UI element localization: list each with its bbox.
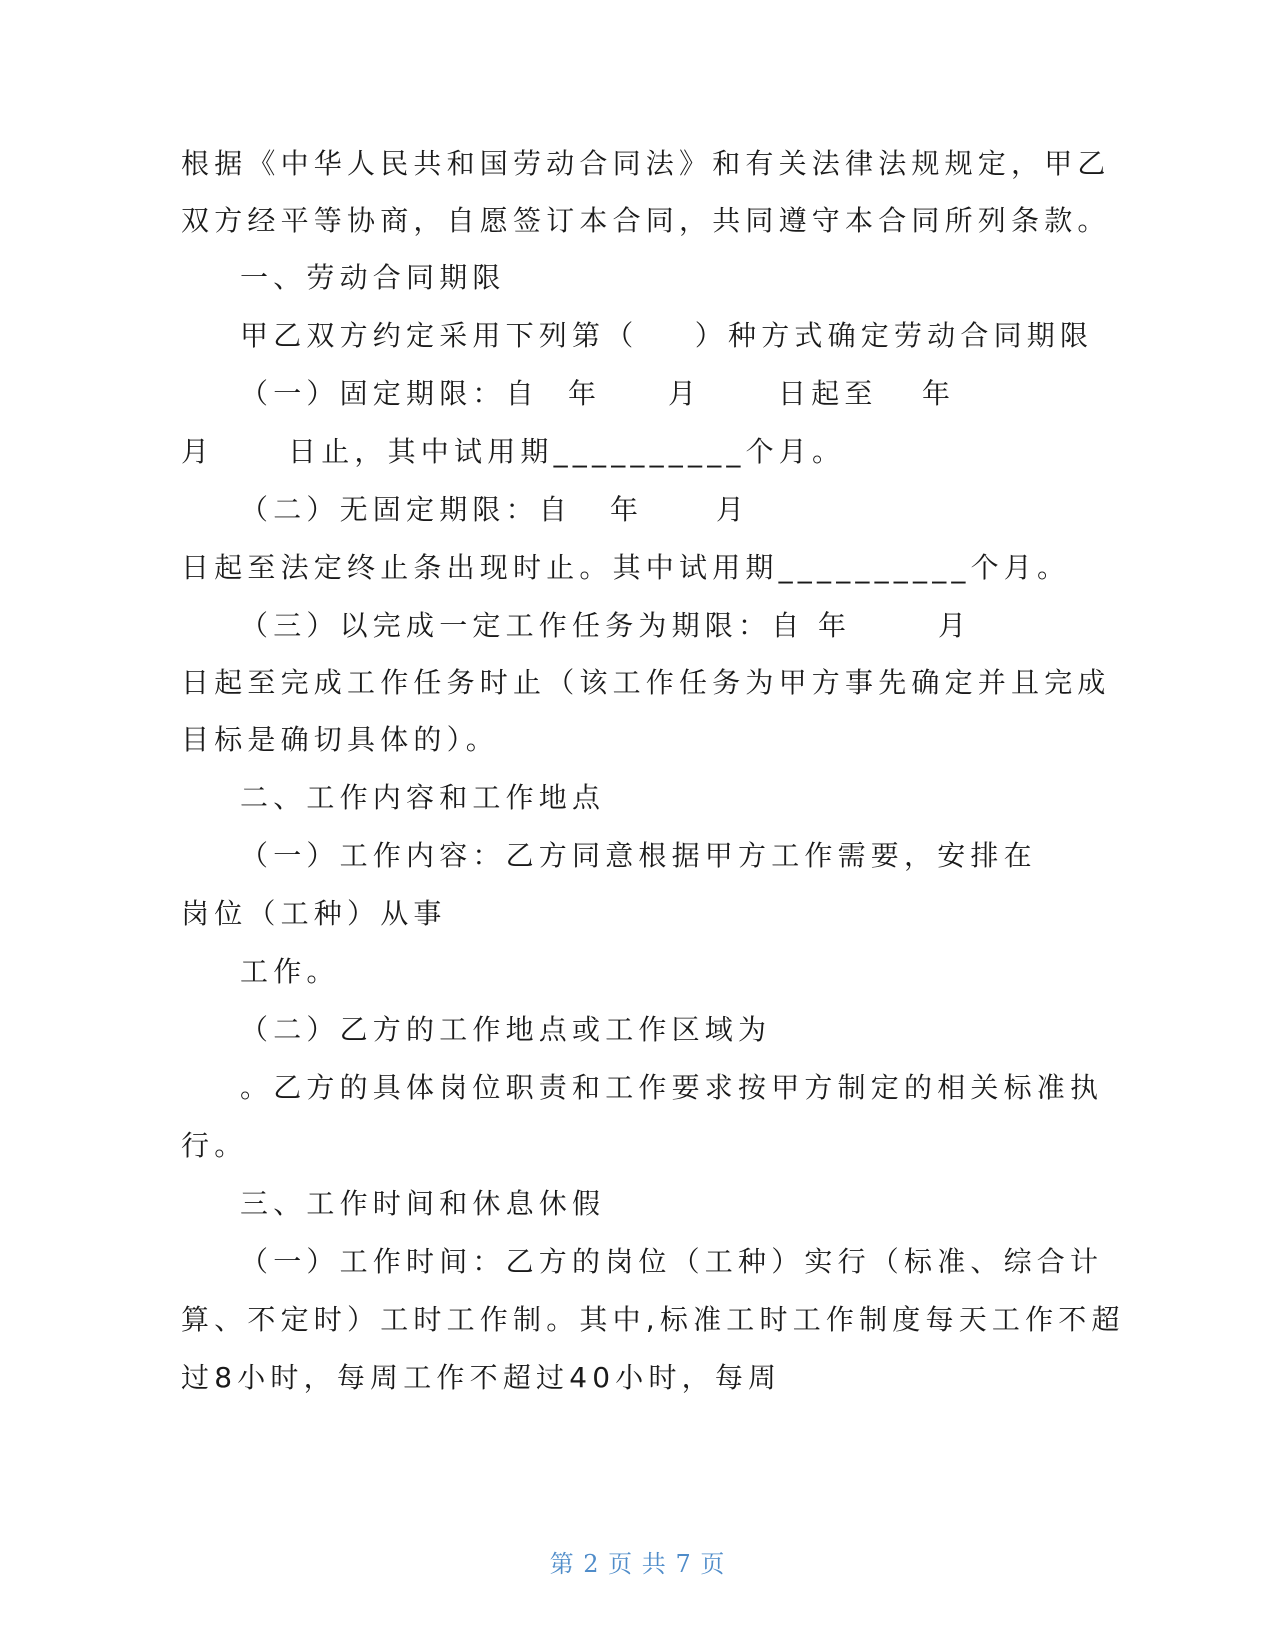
text-fragment: （二）无固定期限：自 bbox=[240, 493, 573, 526]
text-line: 行。 bbox=[181, 1129, 248, 1162]
text-fragment: （三）以完成一定工作任务为期限：自 bbox=[240, 609, 805, 642]
text-fragment: 年 bbox=[922, 377, 956, 410]
text-line: （一）工作时间：乙方的岗位（工种）实行（标准、综合计 bbox=[240, 1245, 1104, 1278]
text-line: 工作。 bbox=[240, 955, 340, 988]
text-fragment: 月 bbox=[181, 435, 215, 468]
text-fragment: 年 bbox=[610, 493, 644, 526]
text-line: 根据《中华人民共和国劳动合同法》和有关法律法规规定，甲乙 bbox=[181, 147, 1111, 180]
text-line: 日起至法定终止条出现时止。其中试用期__________个月。 bbox=[181, 551, 1071, 584]
text-line: （二）乙方的工作地点或工作区域为 bbox=[240, 1013, 772, 1046]
text-line: 岗位（工种）从事 bbox=[181, 897, 447, 930]
text-fragment: 月 bbox=[938, 609, 972, 642]
text-fragment: （一）固定期限：自 bbox=[240, 377, 539, 410]
text-line: 目标是确切具体的）。 bbox=[181, 723, 500, 756]
section-heading: 三、工作时间和休息休假 bbox=[240, 1187, 606, 1220]
text-fragment: 年 bbox=[818, 609, 852, 642]
text-line: 双方经平等协商，自愿签订本合同，共同遵守本合同所列条款。 bbox=[181, 204, 1111, 237]
text-fragment: 月 bbox=[716, 493, 750, 526]
page-number-label: 第 2 页 共 7 页 bbox=[549, 1550, 726, 1578]
page-number-footer bbox=[0, 1544, 1275, 1579]
text-line: 过8小时，每周工作不超过40小时，每周 bbox=[181, 1361, 782, 1394]
text-line: 。乙方的具体岗位职责和工作要求按甲方制定的相关标准执 bbox=[240, 1071, 1104, 1104]
text-line: （一）工作内容：乙方同意根据甲方工作需要，安排在 bbox=[240, 839, 1037, 872]
section-heading: 一、劳动合同期限 bbox=[240, 261, 506, 294]
text-fragment: 月 bbox=[668, 377, 702, 410]
text-fragment: 日止，其中试用期__________个月。 bbox=[288, 435, 846, 468]
text-line: 算、不定时）工时工作制。其中,标准工时工作制度每天工作不超 bbox=[181, 1303, 1125, 1336]
text-fragment: 日起至 bbox=[778, 377, 878, 410]
section-heading: 二、工作内容和工作地点 bbox=[240, 781, 606, 814]
text-line: 甲乙双方约定采用下列第（ ）种方式确定劳动合同期限 bbox=[240, 319, 1094, 352]
text-fragment: 年 bbox=[568, 377, 602, 410]
text-line: 日起至完成工作任务时止（该工作任务为甲方事先确定并且完成 bbox=[181, 666, 1111, 699]
